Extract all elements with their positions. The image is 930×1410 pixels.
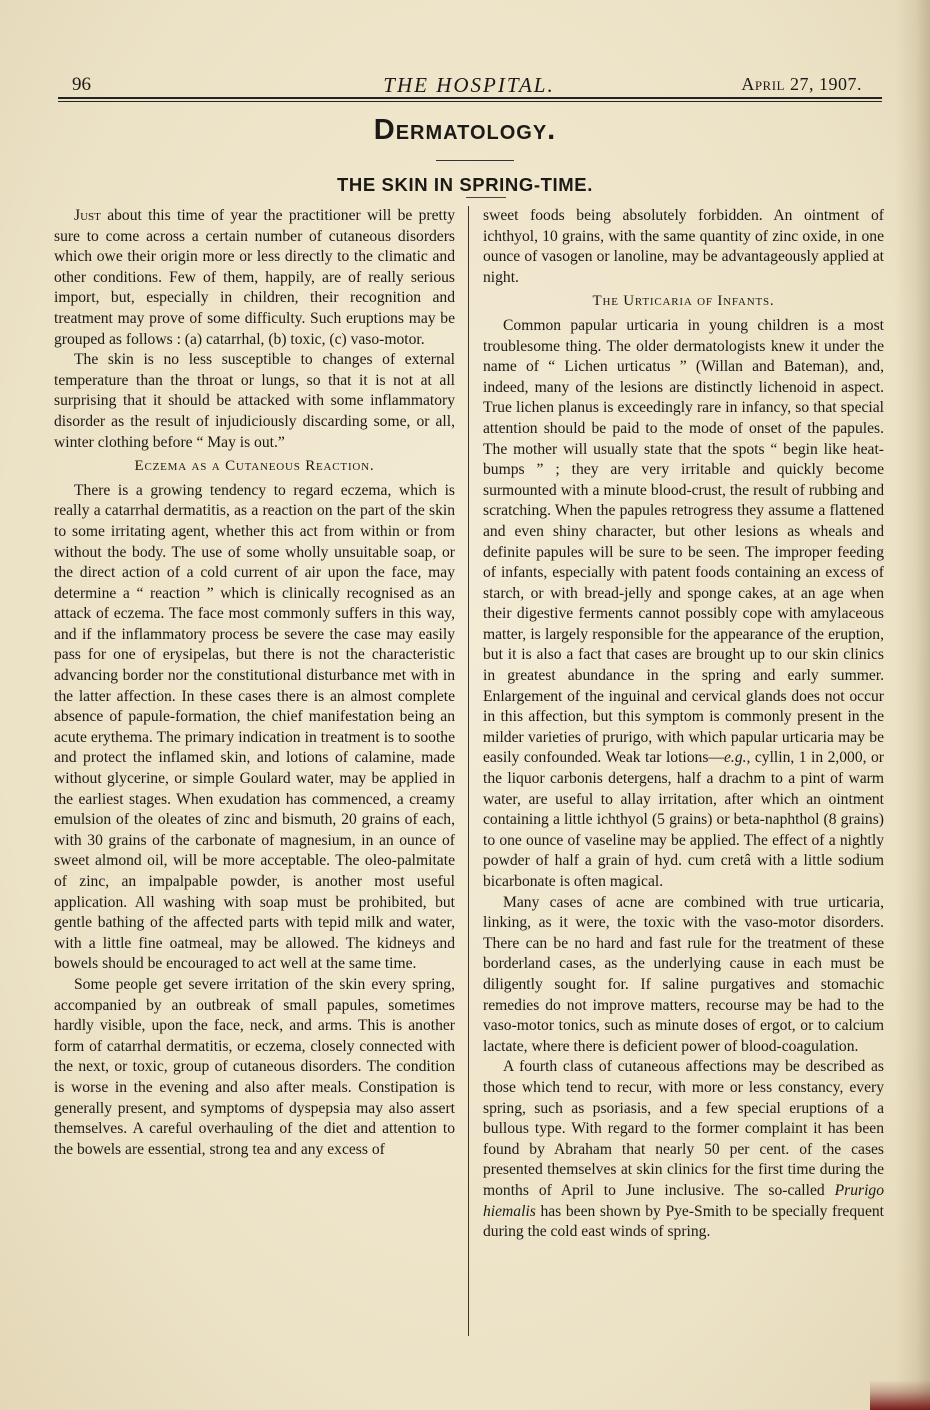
column-divider <box>468 206 469 1336</box>
paragraph-continued: sweet foods being absolutely forbidden. An ointment of ichthyol, 10 grains, with the same quantity of zinc oxide, in one ounce of vasogen or lanoline, may be advantageously applied at night. <box>483 207 884 286</box>
page-edge-shadow <box>896 0 930 1410</box>
section-title-rule <box>436 160 514 161</box>
paragraph-text: about this time of year the practitioner will be pretty sure to come across a certain number of cutaneous disorders which owe their origin more or less directly to the climatic and other conditions. Few of them, happily, are of really serious import, but, especially in children, their recognition and treatment may prove of some difficulty. Such eruptions may be grouped as follows : (a) catarrhal, (b) toxic, (c) vaso-motor. <box>54 207 455 348</box>
italic-text: Prurigo hiemalis <box>483 1181 884 1220</box>
paragraph-text: cyllin, 1 in 2,000, or the liquor carbonis detergens, half a drachm to a pint of warm water, are useful to allay irritation, after which an ointment containing a little ichthyol (5 grains) or beta-naphthol (8 grains) to one ounce of vaseline may be applied. The effect of a nightly powder of half a grain of hyd. cum cretâ with a little sodium bicarbonate is often magical. <box>483 749 884 890</box>
subheading: Eczema as a Cutaneous Reaction. <box>134 458 375 475</box>
paragraph-text: A fourth class of cutaneous affections may be described as those which tend to recur, with more or less constancy, every spring, such as psoriasis, and a few special eruptions of a bullous type. With regard to the former complaint it has been found by Abraham that nearly 50 per cent. of the cases presented themselves at skin clinics for the first time during the months of April to June inclusive. The so-called <box>483 1058 884 1199</box>
header-rule-thick <box>58 97 882 99</box>
paragraph-text: Common papular urticaria in young children is a most troublesome thing. The older dermatologists knew it under the name of “ Lichen urticatus ” (Willan and Bateman), and, indeed, many of the lesions are distinctly lichenoid in aspect. True lichen planus is exceedingly rare in infancy, so that special attention should be paid to the mode of onset of the papules. The mother will usually state that the spots “ begin like heat-bumps ” ; they are very irritable and quickly become surmounted with a minute blood-crust, the result of rubbing and scratching. When the papules retrogress they assume a flattened and even shiny character, but other lesions as wheals and definite papules will be sure to be seen. The improper feeding of infants, especially with patent foods containing an excess of starch, or with bread-jelly and sponge cakes, at an age when their digestive ferments cannot possibly cope with amylaceous matter, is largely responsible for the appearance of the eruption, but it is also a fact that cases are brought up to our skin clinics in greatest abundance in the spring and early summer. Enlargement of the inguinal and cervical glands does not occur in this affection, but this symptom is commonly present in the milder varieties of prurigo, with which papular urticaria may be easily confounded. Weak tar lotions— <box>483 316 884 767</box>
paragraph <box>483 1057 884 1242</box>
header-rule-thin <box>58 101 882 102</box>
paragraph-text: has been shown by Pye-Smith to be specially frequent during the cold east winds of spring. <box>483 1202 884 1241</box>
publication-title: THE HOSPITAL. <box>383 73 555 97</box>
paragraph: There is a growing tendency to regard eczema, which is really a catarrhal dermatitis, as a reaction on the part of the skin to some irritating agent, whether this act from within or from without the body. The use of some wholly unsuitable soap, or the direct action of a cold current of air upon the face, may determine a “ reaction ” which is clinically recognised as an attack of eczema. The face most commonly suffers in this way, and if the inflammatory process be severe the case may easily pass for one of erysipelas, but there is not the characteristic advancing border nor the constitutional disturbance met with in the latter affection. In these cases there is an almost complete absence of papule-formation, the chief manifestation being an acute erythema. The primary indication in treatment is to soothe and protect the inflamed skin, and lotions of calamine, made without glycerine, or simple Goulard water, may be applied in the earliest stages. When exudation has commenced, a creamy emulsion of the oleates of zinc and bismuth, 20 grains of each, with 30 grains of the carbonate of magnesium, in an ounce of sweet almond oil, will be more acceptable. The oleo-palmitate of zinc, an impalpable powder, is another most useful application. All washing with soap must be prohibited, but gentle bathing of the affected parts with tepid milk and water, with a little fine oatmeal, may be allowed. The kidneys and bowels should be encouraged to act well at the same time. <box>54 481 455 973</box>
lead-word: Just <box>74 207 101 224</box>
italic-text: e.g., <box>724 749 751 767</box>
issue-date: April 27, 1907. <box>741 74 862 94</box>
left-column <box>54 206 455 1160</box>
article-title: THE SKIN IN SPRING-TIME. <box>337 174 593 195</box>
binding-edge <box>870 1380 930 1410</box>
paragraph: Some people get severe irritation of the skin every spring, accompanied by an outbreak of small papules, sometimes hardly visible, upon the face, neck, and arms. This is another form of catarrhal dermatitis, or eczema, closely connected with the next, or toxic, group of cutaneous disorders. The condition is worse in the evening and also after meals. Constipation is generally present, and symptoms of dyspepsia may also assert themselves. A careful overhauling of the diet and attention to the bowels are essential, strong tea and any excess of <box>54 975 455 1158</box>
right-column <box>483 206 884 1243</box>
subheading: The Urticaria of Infants. <box>592 293 775 310</box>
article-title-rule <box>466 197 506 198</box>
running-header <box>60 72 878 98</box>
page-number: 96 <box>72 74 91 95</box>
paragraph <box>483 316 884 893</box>
paragraph <box>54 206 455 350</box>
paragraph: The skin is no less susceptible to changes of external temperature than the throat or lungs, so that it is not at all surprising that it should be attacked with some inflammatory disorder as the result of injudiciously discarding some, or all, winter clothing before “ May is out.” <box>54 351 455 451</box>
section-title: Dermatology. <box>373 114 557 146</box>
paragraph: Many cases of acne are combined with true urticaria, linking, as it were, the toxic with the vaso-motor disorders. There can be no hard and fast rule for the treatment of these borderland cases, as the underlying cause in each must be diligently sought for. If saline purgatives and stomachic remedies do not improve matters, recourse may be had to the vaso-motor tonics, such as minute doses of ergot, or to calcium lactate, where there is deficient power of blood-coagulation. <box>483 893 884 1055</box>
